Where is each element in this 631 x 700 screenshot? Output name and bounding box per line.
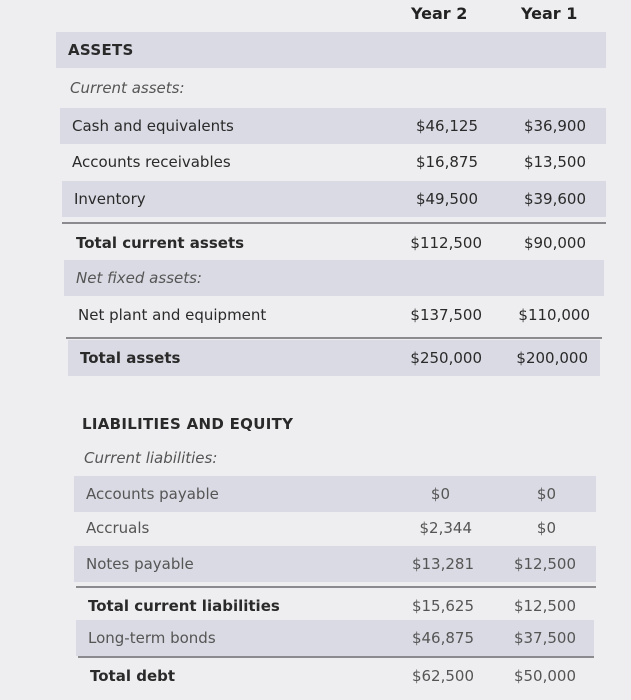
row-value-year2: $62,500 — [411, 667, 474, 685]
row-label: Net plant and equipment — [78, 306, 267, 324]
row-value-year2: $0 — [430, 485, 450, 503]
row-value-year1: $200,000 — [516, 349, 588, 367]
row-value-year1: $0 — [536, 519, 556, 537]
row-value-year2: $49,500 — [415, 190, 478, 208]
divider — [62, 222, 606, 224]
row-label: Cash and equivalents — [72, 117, 234, 135]
row-value-year2: $46,875 — [411, 629, 474, 647]
assets-heading: ASSETS — [68, 41, 134, 59]
table-row — [66, 297, 604, 333]
row-value-year1: $37,500 — [513, 629, 576, 647]
total-row — [64, 225, 606, 261]
row-value-year1: $13,500 — [523, 153, 586, 171]
row-label: Accounts receivables — [72, 153, 231, 171]
total-row — [78, 658, 594, 694]
row-value-year2: $250,000 — [410, 349, 482, 367]
table-row — [62, 181, 606, 217]
row-value-year1: $90,000 — [523, 234, 586, 252]
divider — [66, 337, 602, 339]
current-assets-label-row — [58, 70, 606, 106]
row-value-year1: $36,900 — [523, 117, 586, 135]
table-row — [76, 620, 594, 656]
row-label: Long-term bonds — [88, 629, 216, 647]
row-label: Total assets — [80, 349, 181, 367]
row-label: Notes payable — [86, 555, 194, 573]
current-liabilities-label: Current liabilities: — [84, 449, 218, 467]
row-value-year1: $39,600 — [523, 190, 586, 208]
row-value-year2: $13,281 — [411, 555, 474, 573]
table-row — [60, 144, 606, 180]
row-label: Accruals — [86, 519, 150, 537]
column-header-year1: Year 1 — [521, 4, 578, 23]
row-value-year1: $12,500 — [513, 597, 576, 615]
table-row — [74, 476, 596, 512]
column-header-year2: Year 2 — [411, 4, 468, 23]
row-value-year2: $16,875 — [415, 153, 478, 171]
liabilities-heading-row — [70, 406, 600, 442]
row-value-year2: $15,625 — [411, 597, 474, 615]
current-assets-label: Current assets: — [70, 79, 185, 97]
row-value-year2: $137,500 — [410, 306, 482, 324]
row-value-year1: $110,000 — [518, 306, 590, 324]
table-row — [74, 546, 596, 582]
table-row — [60, 108, 606, 144]
row-value-year2: $2,344 — [419, 519, 472, 537]
total-row — [76, 588, 596, 624]
fixed-assets-label-row — [64, 260, 604, 296]
row-label: Inventory — [74, 190, 146, 208]
row-value-year2: $46,125 — [415, 117, 478, 135]
row-value-year2: $112,500 — [410, 234, 482, 252]
total-row — [68, 340, 600, 376]
row-label: Total current liabilities — [88, 597, 280, 615]
liabilities-heading: LIABILITIES AND EQUITY — [82, 415, 294, 433]
row-label: Total debt — [90, 667, 176, 685]
row-label: Accounts payable — [86, 485, 219, 503]
assets-heading-row — [56, 32, 606, 68]
row-value-year1: $12,500 — [513, 555, 576, 573]
row-value-year1: $50,000 — [513, 667, 576, 685]
row-value-year1: $0 — [536, 485, 556, 503]
current-liabilities-label-row — [72, 440, 598, 476]
fixed-assets-label: Net fixed assets: — [76, 269, 202, 287]
table-row — [74, 510, 596, 546]
row-label: Total current assets — [76, 234, 245, 252]
